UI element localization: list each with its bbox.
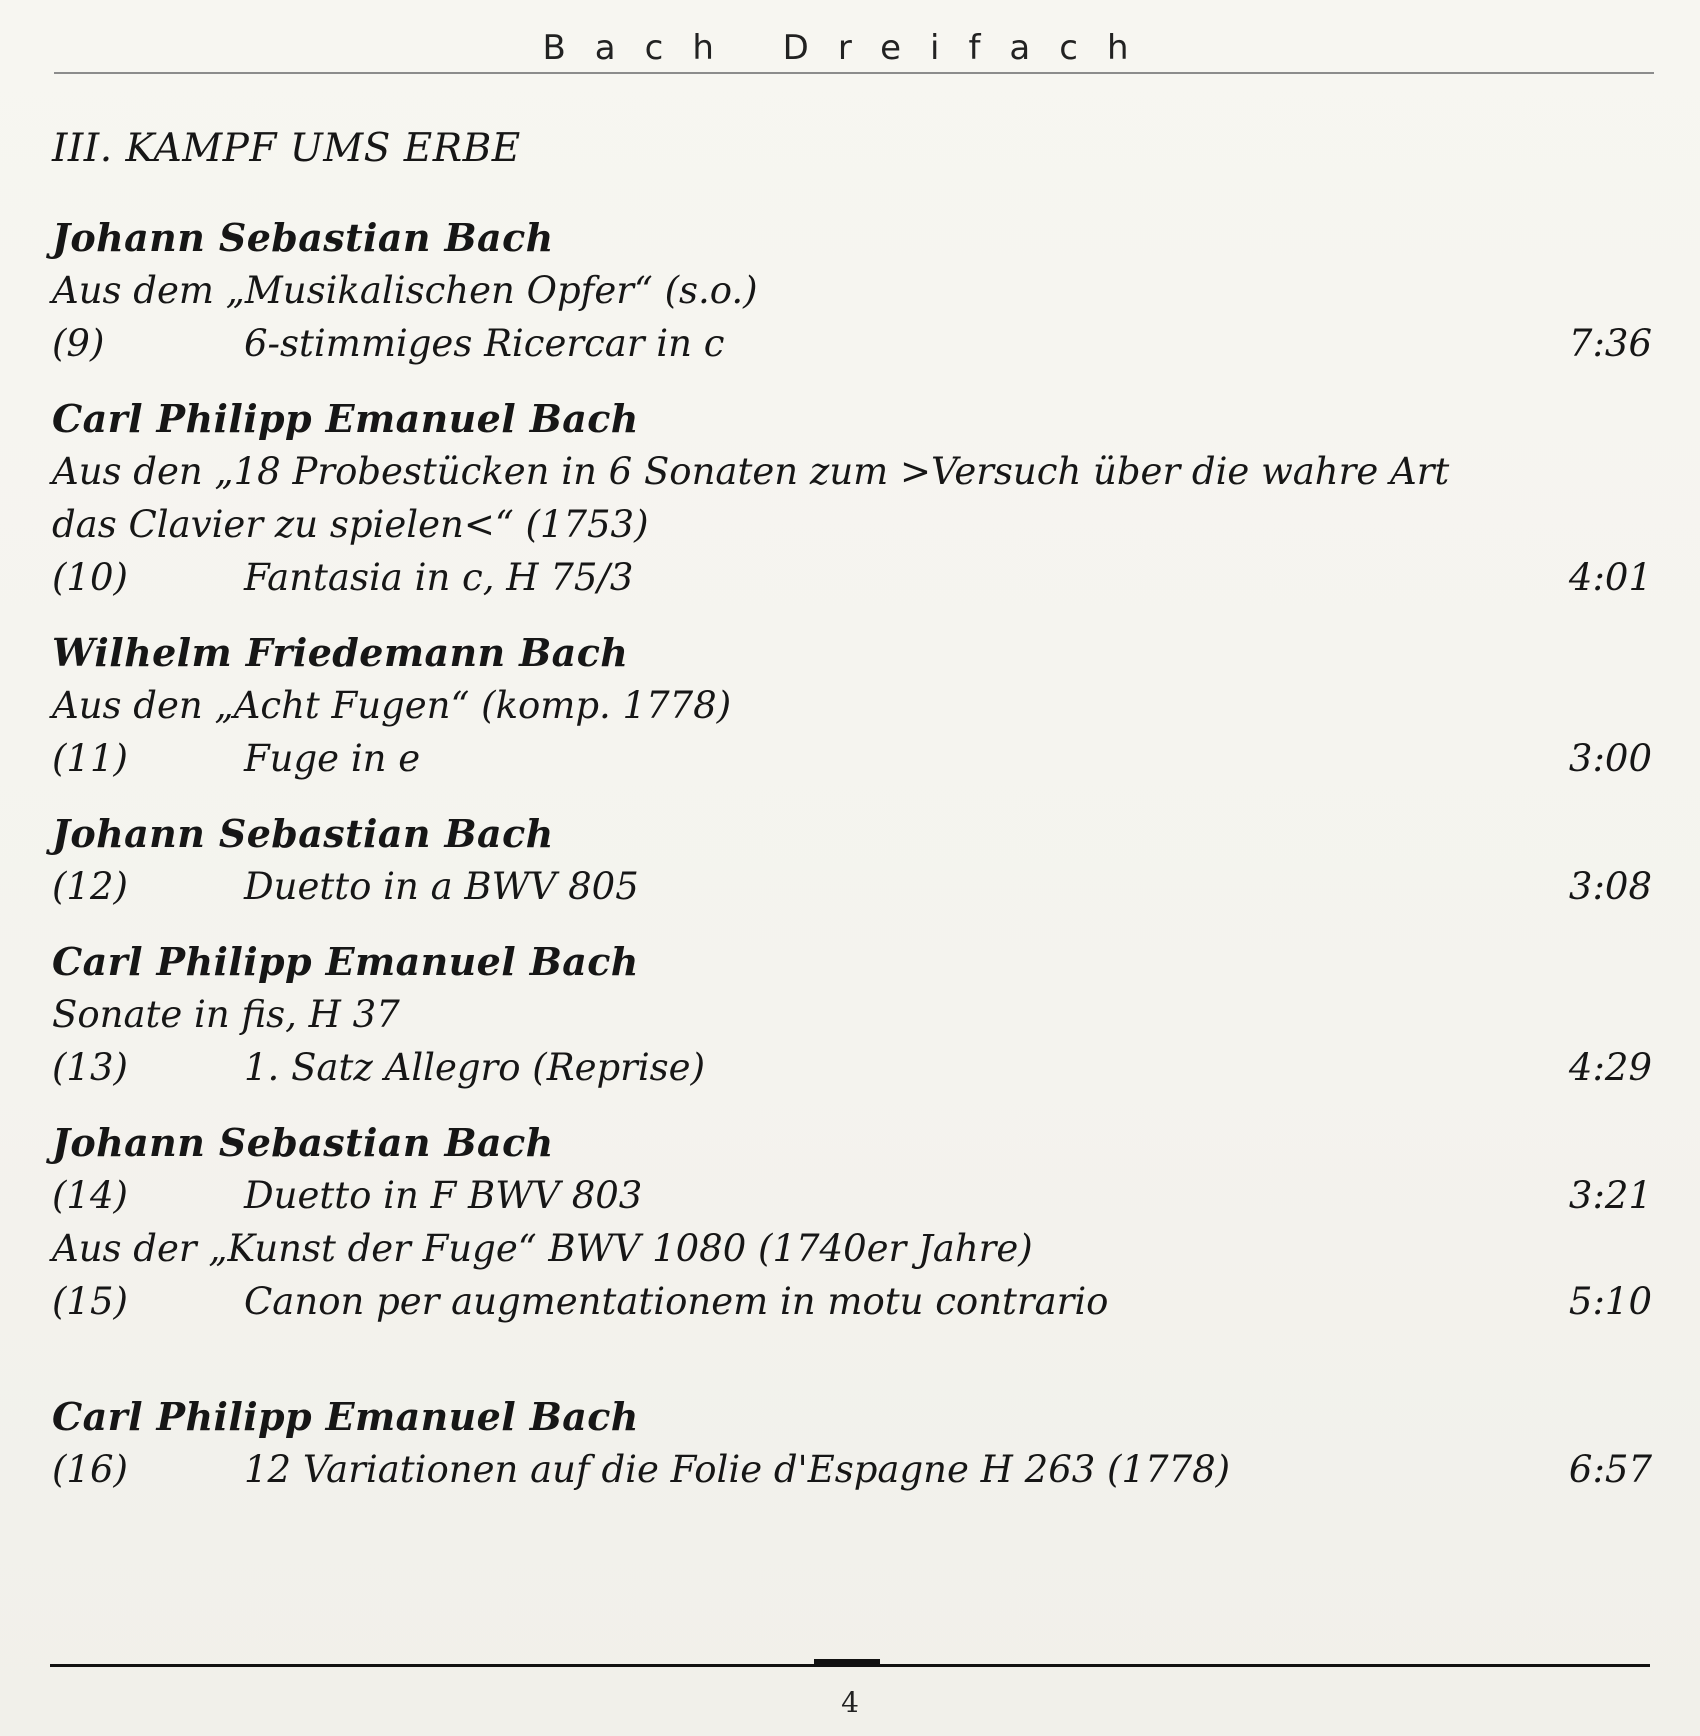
composer-block xyxy=(52,392,1652,604)
track-number: (14) xyxy=(52,1173,128,1217)
track-duration: 3:21 xyxy=(1568,1173,1652,1217)
work-source: Aus der „Kunst der Fuge“ BWV 1080 (1740er Jahre) xyxy=(52,1226,1033,1270)
track-row xyxy=(52,1443,1652,1496)
track-duration: 4:29 xyxy=(1568,1045,1652,1089)
composer-block xyxy=(52,807,1652,913)
track-row xyxy=(52,860,1652,913)
footer-tab-marker xyxy=(814,1659,880,1667)
track-title: Fuge in e xyxy=(244,736,421,780)
composer-block xyxy=(52,935,1652,1094)
page-number: 4 xyxy=(841,1686,859,1719)
composer-block xyxy=(52,626,1652,785)
track-number: (16) xyxy=(52,1447,128,1491)
track-row xyxy=(52,732,1652,785)
track-number: (10) xyxy=(52,555,128,599)
composer-block xyxy=(52,1116,1652,1328)
header-rule xyxy=(54,72,1654,74)
track-number: (11) xyxy=(52,736,128,780)
track-duration: 7:36 xyxy=(1568,321,1652,365)
track-duration: 3:08 xyxy=(1568,864,1652,908)
track-title: 1. Satz Allegro (Reprise) xyxy=(244,1045,706,1089)
track-number: (13) xyxy=(52,1045,128,1089)
track-duration: 6:57 xyxy=(1568,1447,1652,1491)
track-title: Duetto in a BWV 805 xyxy=(244,864,639,908)
track-title: Canon per augmentationem in motu contrario xyxy=(244,1279,1109,1323)
composer-name: Johann Sebastian Bach xyxy=(52,1119,554,1165)
composer-name: Carl Philipp Emanuel Bach xyxy=(52,938,639,984)
running-header: Bach Dreifach xyxy=(542,28,1158,68)
composer-name: Carl Philipp Emanuel Bach xyxy=(52,1393,639,1439)
track-title: 12 Variationen auf die Folie d'Espagne H 263 (1778) xyxy=(244,1447,1231,1491)
track-number: (12) xyxy=(52,864,128,908)
track-row xyxy=(52,317,1652,370)
composer-name: Johann Sebastian Bach xyxy=(52,214,554,260)
track-title: Duetto in F BWV 803 xyxy=(244,1173,643,1217)
track-row xyxy=(52,551,1652,604)
section-title: III. KAMPF UMS ERBE xyxy=(52,126,521,171)
composer-name: Wilhelm Friedemann Bach xyxy=(52,629,629,675)
track-duration: 3:00 xyxy=(1568,736,1652,780)
track-row xyxy=(52,1041,1652,1094)
track-row xyxy=(52,1169,1652,1222)
track-duration: 4:01 xyxy=(1568,555,1652,599)
work-source: Aus den „Acht Fugen“ (komp. 1778) xyxy=(52,683,732,727)
track-listing xyxy=(52,128,1652,1518)
work-source: Aus den „18 Probestücken in 6 Sonaten zum >Versuch über die wahre Art das Clavier zu spielen<“ (1753) xyxy=(52,449,1450,546)
track-title: 6-stimmiges Ricercar in c xyxy=(244,321,725,365)
track-number: (15) xyxy=(52,1279,128,1323)
track-row xyxy=(52,1275,1652,1328)
work-source: Aus dem „Musikalischen Opfer“ (s.o.) xyxy=(52,268,758,312)
work-source: Sonate in fis, H 37 xyxy=(52,992,400,1036)
track-title: Fantasia in c, H 75/3 xyxy=(244,555,634,599)
composer-name: Johann Sebastian Bach xyxy=(52,810,554,856)
composer-block xyxy=(52,1390,1652,1496)
composer-block xyxy=(52,211,1652,370)
track-number: (9) xyxy=(52,321,105,365)
composer-name: Carl Philipp Emanuel Bach xyxy=(52,395,639,441)
track-duration: 5:10 xyxy=(1568,1279,1652,1323)
